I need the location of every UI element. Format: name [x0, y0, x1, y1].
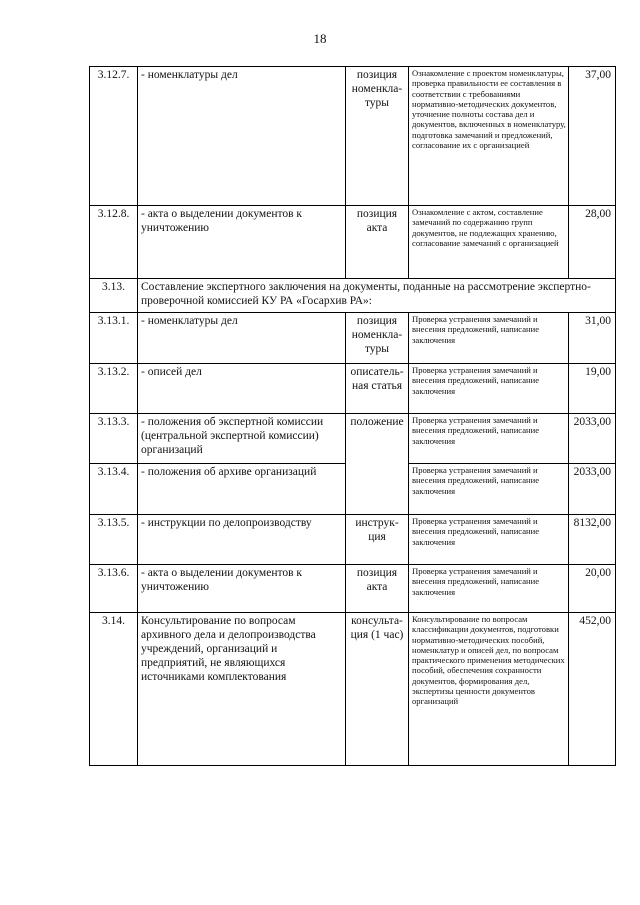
unit-of-measure: описатель-ная статья [346, 364, 409, 414]
table-row [90, 515, 616, 565]
price: 28,00 [569, 206, 616, 279]
row-number: 3.13.6. [90, 565, 138, 613]
tariff-table [89, 66, 616, 766]
row-number: 3.13.3. [90, 414, 138, 464]
service-name: - номенклатуры дел [138, 313, 346, 364]
service-name: - описей дел [138, 364, 346, 414]
row-number: 3.13.4. [90, 464, 138, 515]
row-number: 3.12.7. [90, 67, 138, 206]
page-number: 18 [313, 31, 327, 46]
work-description: Проверка устранения замечаний и внесения предложений, написание заключения [409, 515, 569, 565]
table-row [90, 613, 616, 766]
price: 37,00 [569, 67, 616, 206]
row-number: 3.13.5. [90, 515, 138, 565]
service-name: - положения об архиве организаций [138, 464, 346, 515]
work-description: Ознакомление с проектом номенклатуры, проверка правильности ее составления в соответствии с требованиями нормативно-методических документов, уточнение полноты состава дел и документов, включенных в номенклатуру, подготовка замечаний и предложений, согласование их с организацией [409, 67, 569, 206]
unit-of-measure: позиция акта [346, 206, 409, 279]
work-description: Ознакомление с актом, составление замечаний по содержанию групп документов, не подлежащих хранению, согласование замечаний с организацией [409, 206, 569, 279]
table-row [90, 206, 616, 279]
table-row [90, 565, 616, 613]
work-description: Проверка устранения замечаний и внесения предложений, написание заключения [409, 364, 569, 414]
table-row [90, 364, 616, 414]
price: 452,00 [569, 613, 616, 766]
price: 2033,00 [569, 414, 616, 464]
work-description: Консультирование по вопросам классификации документов, подготовки нормативно-методических пособий, номенклатур и описей дел, по вопросам практического применения методических пособий, обеспечения сохранности документов, формирования дел, экспертизы ценности документов организаций [409, 613, 569, 766]
service-name: Консультирование по вопросам архивного дела и делопроизводства учреждений, организаций и предприятий, не являющихся источниками комплектования [138, 613, 346, 766]
service-name: - положения об экспертной комиссии (центральной экспертной комиссии) организаций [138, 414, 346, 464]
unit-of-measure: позиция номенкла-туры [346, 313, 409, 364]
unit-of-measure: инструк-ция [346, 515, 409, 565]
price: 2033,00 [569, 464, 616, 515]
unit-of-measure: положение [346, 414, 409, 515]
row-number: 3.14. [90, 613, 138, 766]
work-description: Проверка устранения замечаний и внесения предложений, написание заключения [409, 565, 569, 613]
unit-of-measure: консульта-ция (1 час) [346, 613, 409, 766]
row-number: 3.13.2. [90, 364, 138, 414]
service-name: - акта о выделении документов к уничтожению [138, 206, 346, 279]
work-description: Проверка устранения замечаний и внесения предложений, написание заключения [409, 464, 569, 515]
service-name: - номенклатуры дел [138, 67, 346, 206]
row-number: 3.12.8. [90, 206, 138, 279]
price: 8132,00 [569, 515, 616, 565]
service-name: - акта о выделении документов к уничтожению [138, 565, 346, 613]
price: 19,00 [569, 364, 616, 414]
table-row [90, 67, 616, 206]
work-description: Проверка устранения замечаний и внесения предложений, написание заключения [409, 414, 569, 464]
table-row [90, 414, 616, 464]
work-description: Проверка устранения замечаний и внесения предложений, написание заключения [409, 313, 569, 364]
unit-of-measure: позиция акта [346, 565, 409, 613]
row-number: 3.13.1. [90, 313, 138, 364]
table-row [90, 313, 616, 364]
section-number: 3.13. [90, 279, 138, 313]
section-title: Составление экспертного заключения на документы, поданные на рассмотрение экспертно-проверочной комиссией КУ РА «Госархив РА»: [138, 279, 616, 313]
unit-of-measure: позиция номенкла-туры [346, 67, 409, 206]
price: 31,00 [569, 313, 616, 364]
price: 20,00 [569, 565, 616, 613]
section-row [90, 279, 616, 313]
service-name: - инструкции по делопроизводству [138, 515, 346, 565]
